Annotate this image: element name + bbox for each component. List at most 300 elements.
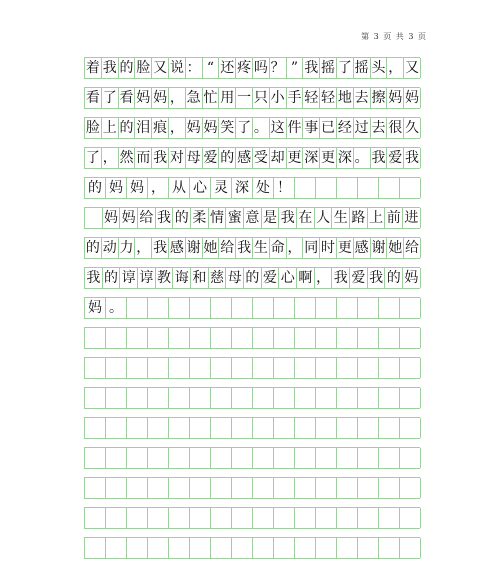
grid-cell — [85, 328, 106, 348]
grid-cell — [295, 508, 316, 528]
grid-cell: 动 — [102, 240, 117, 256]
grid-cell — [274, 298, 295, 318]
grid-cell — [85, 508, 106, 528]
grid-cell: 看 — [85, 90, 100, 106]
grid-cell: 柔 — [191, 208, 209, 228]
grid-cell — [295, 478, 316, 498]
grid-cell: 妈 — [186, 120, 201, 136]
grid-cell — [358, 388, 379, 408]
grid-cell: 给 — [138, 208, 156, 228]
grid-cell — [337, 478, 358, 498]
grid-cell — [400, 328, 421, 348]
grid-cell — [253, 538, 274, 558]
grid-cell — [337, 358, 358, 378]
grid-cell — [379, 388, 400, 408]
grid-cell — [127, 538, 148, 558]
grid-cell — [148, 358, 169, 378]
grid-cell: 感 — [354, 240, 369, 256]
grid-cell: 我 — [153, 240, 168, 256]
grid-cell: 教 — [156, 268, 174, 288]
grid-cell: ？ — [270, 60, 285, 76]
grid-cell: 的 — [103, 268, 121, 288]
grid-cell — [337, 328, 358, 348]
grid-cell — [232, 358, 253, 378]
grid-cell: 妈 — [403, 268, 421, 288]
grid-cell — [169, 388, 190, 408]
grid-cell — [400, 478, 421, 498]
grid-row — [84, 267, 420, 289]
grid-cell — [169, 478, 190, 498]
grid-cell: 的 — [244, 268, 262, 288]
grid-cell: 久 — [405, 120, 420, 136]
grid-cell: 进 — [403, 208, 421, 228]
grid-cell — [169, 448, 190, 468]
grid-cell — [169, 298, 190, 318]
grid-cell: 感 — [237, 150, 252, 166]
grid-cell: ， — [148, 178, 169, 198]
grid-cell: 用 — [220, 90, 235, 106]
grid-cell — [295, 358, 316, 378]
grid-cell: 过 — [354, 120, 369, 136]
grid-cell — [316, 298, 337, 318]
grid-cell: 地 — [337, 90, 352, 106]
grid-cell: 的 — [119, 120, 134, 136]
grid-cell — [232, 478, 253, 498]
grid-cell — [106, 448, 127, 468]
grid-cell — [127, 298, 148, 318]
grid-cell: 只 — [253, 90, 268, 106]
grid-cell: 看 — [119, 90, 134, 106]
grid-cell — [127, 448, 148, 468]
grid-row — [84, 327, 420, 349]
grid-cell — [232, 508, 253, 528]
grid-cell: 还 — [220, 60, 235, 76]
grid-cell: 和 — [191, 268, 209, 288]
grid-cell — [358, 538, 379, 558]
grid-cell — [337, 388, 358, 408]
grid-cell — [316, 388, 337, 408]
grid-cell — [127, 478, 148, 498]
grid-cell: 深 — [304, 150, 319, 166]
grid-cell — [148, 508, 169, 528]
grid-cell — [337, 448, 358, 468]
grid-cell: 一 — [237, 90, 252, 106]
grid-cell — [358, 478, 379, 498]
grid-cell — [106, 358, 127, 378]
grid-cell — [295, 448, 316, 468]
grid-cell: 我 — [153, 150, 168, 166]
grid-cell — [400, 538, 421, 558]
grid-cell: 谢 — [186, 240, 201, 256]
grid-cell — [127, 388, 148, 408]
grid-cell: 她 — [203, 240, 218, 256]
grid-cell: 妈 — [85, 298, 106, 318]
grid-cell — [253, 298, 274, 318]
grid-cell: 又 — [153, 60, 168, 76]
grid-cell — [211, 478, 232, 498]
grid-cell — [274, 538, 295, 558]
grid-cell — [316, 508, 337, 528]
grid-cell — [400, 298, 421, 318]
grid-cell: 头 — [371, 60, 386, 76]
grid-cell — [106, 388, 127, 408]
grid-cell: 件 — [287, 120, 302, 136]
grid-row — [84, 87, 420, 109]
grid-cell — [85, 538, 106, 558]
grid-cell — [316, 538, 337, 558]
grid-cell: 力 — [119, 240, 134, 256]
grid-cell — [253, 388, 274, 408]
grid-cell: 意 — [244, 208, 262, 228]
grid-cell — [400, 358, 421, 378]
grid-row — [84, 117, 420, 139]
grid-cell — [379, 448, 400, 468]
grid-cell — [190, 448, 211, 468]
grid-cell — [337, 298, 358, 318]
grid-cell: ： — [186, 60, 201, 76]
grid-cell — [232, 298, 253, 318]
grid-cell: ， — [169, 90, 184, 106]
grid-cell: 爱 — [203, 150, 218, 166]
grid-cell: 感 — [169, 240, 184, 256]
grid-cell — [337, 418, 358, 438]
grid-cell: 生 — [332, 208, 350, 228]
grid-cell — [232, 328, 253, 348]
grid-cell — [148, 478, 169, 498]
grid-row — [84, 57, 420, 79]
grid-cell — [106, 508, 127, 528]
grid-cell — [148, 418, 169, 438]
grid-cell: 爱 — [262, 268, 280, 288]
grid-cell — [274, 448, 295, 468]
grid-cell — [379, 328, 400, 348]
grid-cell — [295, 538, 316, 558]
grid-cell: 疼 — [237, 60, 252, 76]
grid-cell: 了 — [337, 60, 352, 76]
grid-cell — [169, 508, 190, 528]
grid-row — [84, 297, 420, 319]
grid-cell: 说 — [169, 60, 184, 76]
grid-cell — [127, 358, 148, 378]
grid-cell — [148, 298, 169, 318]
grid-cell — [274, 388, 295, 408]
grid-cell — [358, 358, 379, 378]
grid-cell: 然 — [119, 150, 134, 166]
grid-cell — [190, 388, 211, 408]
grid-cell — [85, 478, 106, 498]
grid-cell: ” — [287, 58, 304, 78]
grid-cell — [106, 478, 127, 498]
grid-cell — [211, 298, 232, 318]
grid-cell — [379, 508, 400, 528]
grid-cell: 在 — [297, 208, 315, 228]
grid-cell: 谆 — [120, 268, 138, 288]
grid-cell — [211, 328, 232, 348]
grid-cell: 妈 — [127, 178, 148, 198]
grid-cell: 爱 — [350, 268, 368, 288]
grid-cell: 心 — [279, 268, 297, 288]
grid-cell: 痕 — [153, 120, 168, 136]
grid-cell: 蜜 — [226, 208, 244, 228]
grid-cell — [253, 358, 274, 378]
grid-cell — [337, 538, 358, 558]
grid-cell: 对 — [169, 150, 184, 166]
grid-cell: ， — [315, 268, 333, 288]
grid-cell — [85, 358, 106, 378]
grid-cell: 上 — [102, 120, 117, 136]
grid-cell — [316, 448, 337, 468]
grid-cell: 前 — [385, 208, 403, 228]
grid-cell — [316, 478, 337, 498]
grid-cell — [295, 298, 316, 318]
grid-cell — [358, 298, 379, 318]
grid-row — [84, 207, 420, 229]
grid-cell — [253, 478, 274, 498]
grid-cell: 吗 — [253, 60, 268, 76]
grid-cell: 却 — [270, 150, 285, 166]
grid-row — [84, 477, 420, 499]
grid-cell: ， — [169, 120, 184, 136]
grid-cell — [358, 508, 379, 528]
grid-cell — [400, 418, 421, 438]
grid-cell: 手 — [287, 90, 302, 106]
grid-cell — [169, 328, 190, 348]
grid-cell — [274, 418, 295, 438]
grid-cell: 我 — [332, 268, 350, 288]
grid-cell — [148, 448, 169, 468]
grid-row — [84, 177, 420, 199]
grid-cell: 经 — [337, 120, 352, 136]
grid-cell — [358, 178, 379, 198]
grid-cell: 我 — [371, 150, 386, 166]
grid-cell: 轻 — [304, 90, 319, 106]
grid-cell: 深 — [232, 178, 253, 198]
grid-cell — [127, 508, 148, 528]
grid-cell — [379, 478, 400, 498]
grid-cell — [379, 178, 400, 198]
grid-cell — [337, 508, 358, 528]
grid-cell: 更 — [321, 150, 336, 166]
grid-cell — [400, 178, 421, 198]
grid-cell: ， — [102, 150, 117, 166]
grid-cell: 我 — [368, 268, 386, 288]
grid-cell — [316, 358, 337, 378]
grid-cell: 很 — [388, 120, 403, 136]
grid-cell: 更 — [337, 240, 352, 256]
grid-cell: 我 — [279, 208, 297, 228]
grid-cell: 上 — [368, 208, 386, 228]
grid-cell: 我 — [304, 60, 319, 76]
grid-cell — [232, 418, 253, 438]
grid-cell: 的 — [85, 240, 100, 256]
grid-cell — [400, 388, 421, 408]
grid-row — [84, 507, 420, 529]
grid-cell — [232, 388, 253, 408]
grid-cell: 去 — [354, 90, 369, 106]
grid-cell — [379, 538, 400, 558]
grid-cell — [253, 418, 274, 438]
grid-cell — [169, 538, 190, 558]
grid-cell: ， — [287, 240, 302, 256]
grid-cell — [274, 328, 295, 348]
grid-cell: 从 — [169, 178, 190, 198]
grid-cell: 处 — [253, 178, 274, 198]
grid-cell: 妈 — [388, 90, 403, 106]
grid-cell: 的 — [220, 150, 235, 166]
grid-cell: “ — [203, 58, 220, 78]
grid-row — [84, 417, 420, 439]
grid-cell: 妈 — [103, 208, 121, 228]
grid-cell — [358, 448, 379, 468]
grid-cell — [274, 358, 295, 378]
grid-cell — [295, 328, 316, 348]
grid-cell: 受 — [253, 150, 268, 166]
grid-cell: 。 — [106, 298, 127, 318]
grid-cell: ， — [136, 240, 151, 256]
grid-cell — [253, 508, 274, 528]
grid-cell — [274, 478, 295, 498]
grid-cell: 了 — [102, 90, 117, 106]
grid-cell: 事 — [304, 120, 319, 136]
grid-cell: 给 — [220, 240, 235, 256]
grid-row — [84, 387, 420, 409]
grid-cell — [85, 388, 106, 408]
grid-cell — [400, 448, 421, 468]
grid-cell — [316, 178, 337, 198]
grid-cell — [148, 538, 169, 558]
grid-cell — [337, 178, 358, 198]
grid-cell: 我 — [156, 208, 174, 228]
grid-cell: 我 — [102, 60, 117, 76]
grid-cell: 的 — [85, 178, 106, 198]
grid-cell — [85, 418, 106, 438]
grid-cell — [211, 418, 232, 438]
grid-cell: 了 — [85, 150, 100, 166]
grid-cell: 又 — [405, 60, 420, 76]
grid-cell — [274, 508, 295, 528]
grid-cell — [169, 418, 190, 438]
grid-cell: 。 — [354, 150, 369, 166]
grid-cell: 人 — [315, 208, 333, 228]
grid-cell: 是 — [262, 208, 280, 228]
grid-row — [84, 537, 420, 559]
grid-cell — [295, 178, 316, 198]
grid-cell: 慈 — [209, 268, 227, 288]
grid-cell: 妈 — [120, 208, 138, 228]
grid-cell — [190, 418, 211, 438]
grid-cell: 的 — [119, 60, 134, 76]
grid-cell: 妈 — [153, 90, 168, 106]
grid-cell: 爱 — [388, 150, 403, 166]
grid-cell: 谆 — [138, 268, 156, 288]
grid-cell — [190, 298, 211, 318]
grid-cell — [190, 358, 211, 378]
grid-cell: 妈 — [136, 90, 151, 106]
grid-cell: 的 — [173, 208, 191, 228]
grid-cell: 更 — [287, 150, 302, 166]
grid-cell — [127, 328, 148, 348]
grid-cell: 母 — [226, 268, 244, 288]
grid-cell — [85, 208, 103, 228]
grid-cell — [127, 418, 148, 438]
grid-cell: 急 — [186, 90, 201, 106]
grid-cell — [211, 508, 232, 528]
grid-cell: 摇 — [321, 60, 336, 76]
grid-cell: 泪 — [136, 120, 151, 136]
grid-cell: 路 — [350, 208, 368, 228]
grid-cell — [211, 538, 232, 558]
grid-cell: 啊 — [297, 268, 315, 288]
grid-cell — [316, 418, 337, 438]
grid-cell — [232, 448, 253, 468]
grid-cell: 着 — [85, 60, 100, 76]
grid-cell: 我 — [237, 240, 252, 256]
grid-cell: 我 — [405, 150, 420, 166]
grid-cell: 忙 — [203, 90, 218, 106]
grid-cell — [190, 508, 211, 528]
grid-cell: 命 — [270, 240, 285, 256]
grid-cell: 妈 — [203, 120, 218, 136]
grid-cell — [358, 328, 379, 348]
grid-cell: 深 — [337, 150, 352, 166]
grid-cell: 笑 — [220, 120, 235, 136]
grid-cell: 去 — [371, 120, 386, 136]
grid-cell: 脸 — [136, 60, 151, 76]
grid-cell: 已 — [321, 120, 336, 136]
grid-cell — [85, 448, 106, 468]
grid-cell: 了 — [237, 120, 252, 136]
grid-cell — [316, 328, 337, 348]
manuscript-grid — [84, 57, 420, 567]
grid-cell — [253, 328, 274, 348]
grid-cell — [295, 388, 316, 408]
grid-cell: 小 — [270, 90, 285, 106]
grid-row — [84, 447, 420, 469]
grid-cell: 生 — [253, 240, 268, 256]
grid-cell — [211, 388, 232, 408]
grid-cell: 时 — [321, 240, 336, 256]
grid-cell: 脸 — [85, 120, 100, 136]
grid-cell — [190, 478, 211, 498]
page-number: 第 3 页 共 3 页 — [361, 32, 427, 41]
grid-cell — [253, 448, 274, 468]
grid-cell — [148, 388, 169, 408]
grid-cell — [190, 328, 211, 348]
grid-cell: 给 — [405, 240, 420, 256]
grid-row — [84, 357, 420, 379]
grid-cell — [379, 358, 400, 378]
grid-cell — [106, 418, 127, 438]
grid-cell — [295, 418, 316, 438]
grid-cell — [169, 358, 190, 378]
grid-cell — [106, 538, 127, 558]
grid-cell: 妈 — [405, 90, 420, 106]
grid-cell: 摇 — [354, 60, 369, 76]
grid-cell — [232, 538, 253, 558]
grid-cell: 诲 — [173, 268, 191, 288]
grid-cell — [400, 508, 421, 528]
grid-cell: 的 — [385, 268, 403, 288]
grid-cell — [379, 298, 400, 318]
grid-cell: ， — [388, 60, 403, 76]
grid-cell: 轻 — [321, 90, 336, 106]
grid-cell: 妈 — [106, 178, 127, 198]
grid-cell — [379, 418, 400, 438]
grid-cell — [106, 328, 127, 348]
grid-cell: 母 — [186, 150, 201, 166]
grid-cell: 灵 — [211, 178, 232, 198]
grid-cell: 而 — [136, 150, 151, 166]
